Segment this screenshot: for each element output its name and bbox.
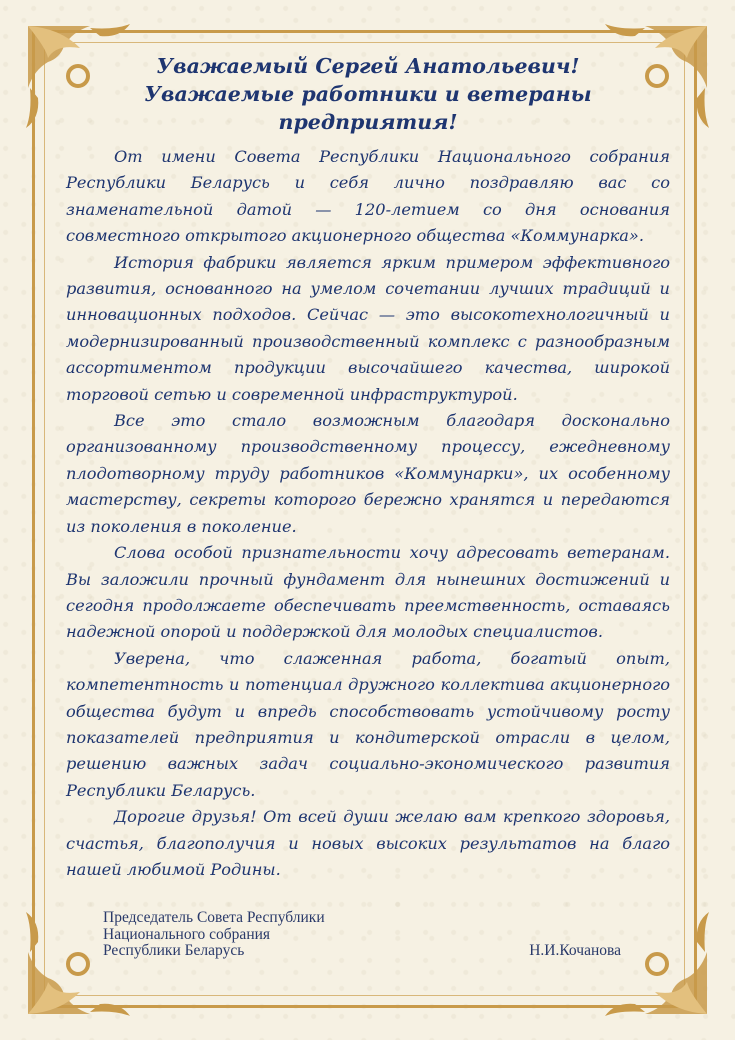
paragraph: История фабрики является ярким примером эффективного развития, основанного на умелом сочетании лучших традиций и инновационных подходов. Сейчас — это высокотехнологичный и модернизированный производственный комплекс с разнообразным ассортиментом продукции высочайшего качества, широкой торговой сетью и современной инфраструктурой.: [66, 252, 670, 404]
signer-name: Н.И.Кочанова: [529, 942, 621, 959]
greeting-line-2: Уважаемые работники и ветераны предприятия!: [144, 82, 592, 134]
signer-title-line: Республики Беларусь: [103, 942, 245, 959]
signature-block: [103, 910, 623, 960]
signer-title-line: Национального собрания: [103, 925, 271, 943]
paragraph: Уверена, что слаженная работа, богатый опыт, компетентность и потенциал дружного коллектива акционерного общества будут и впредь способствовать устойчивому росту показателей предприятия и кондитерской отрасли в целом, решению важных задач социально-экономического развития Республики Беларусь.: [66, 648, 670, 800]
paragraph: От имени Совета Республики Национального собрания Республики Беларусь и себя лично поздравляю вас со знаменательной датой — 120-летием со дня основания совместного открытого акционерного общества «Коммунарка».: [66, 147, 670, 246]
greeting-line-1: Уважаемый Сергей Анатольевич!: [156, 54, 580, 78]
signer-title-line: Председатель Совета Республики: [103, 909, 325, 926]
paragraph: Дорогие друзья! От всей души желаю вам крепкого здоровья, счастья, благополучия и новых высоких результатов на благо нашей любимой Родины.: [66, 807, 670, 879]
paragraph: Слова особой признательности хочу адресовать ветеранам. Вы заложили прочный фундамент для нынешних достижений и сегодня продолжаете обеспечивать преемственность, оставаясь надежной опорой и поддержкой для молодых специалистов.: [66, 543, 670, 642]
paragraph: Все это стало возможным благодаря досконально организованному производственному процессу, ежедневному плодотворному труду работников «Коммунарки», их особенному мастерству, секреты которого бережно хранятся и передаются из поколения в поколение.: [66, 411, 670, 536]
greeting: [66, 52, 670, 136]
letter-body: [66, 52, 670, 883]
